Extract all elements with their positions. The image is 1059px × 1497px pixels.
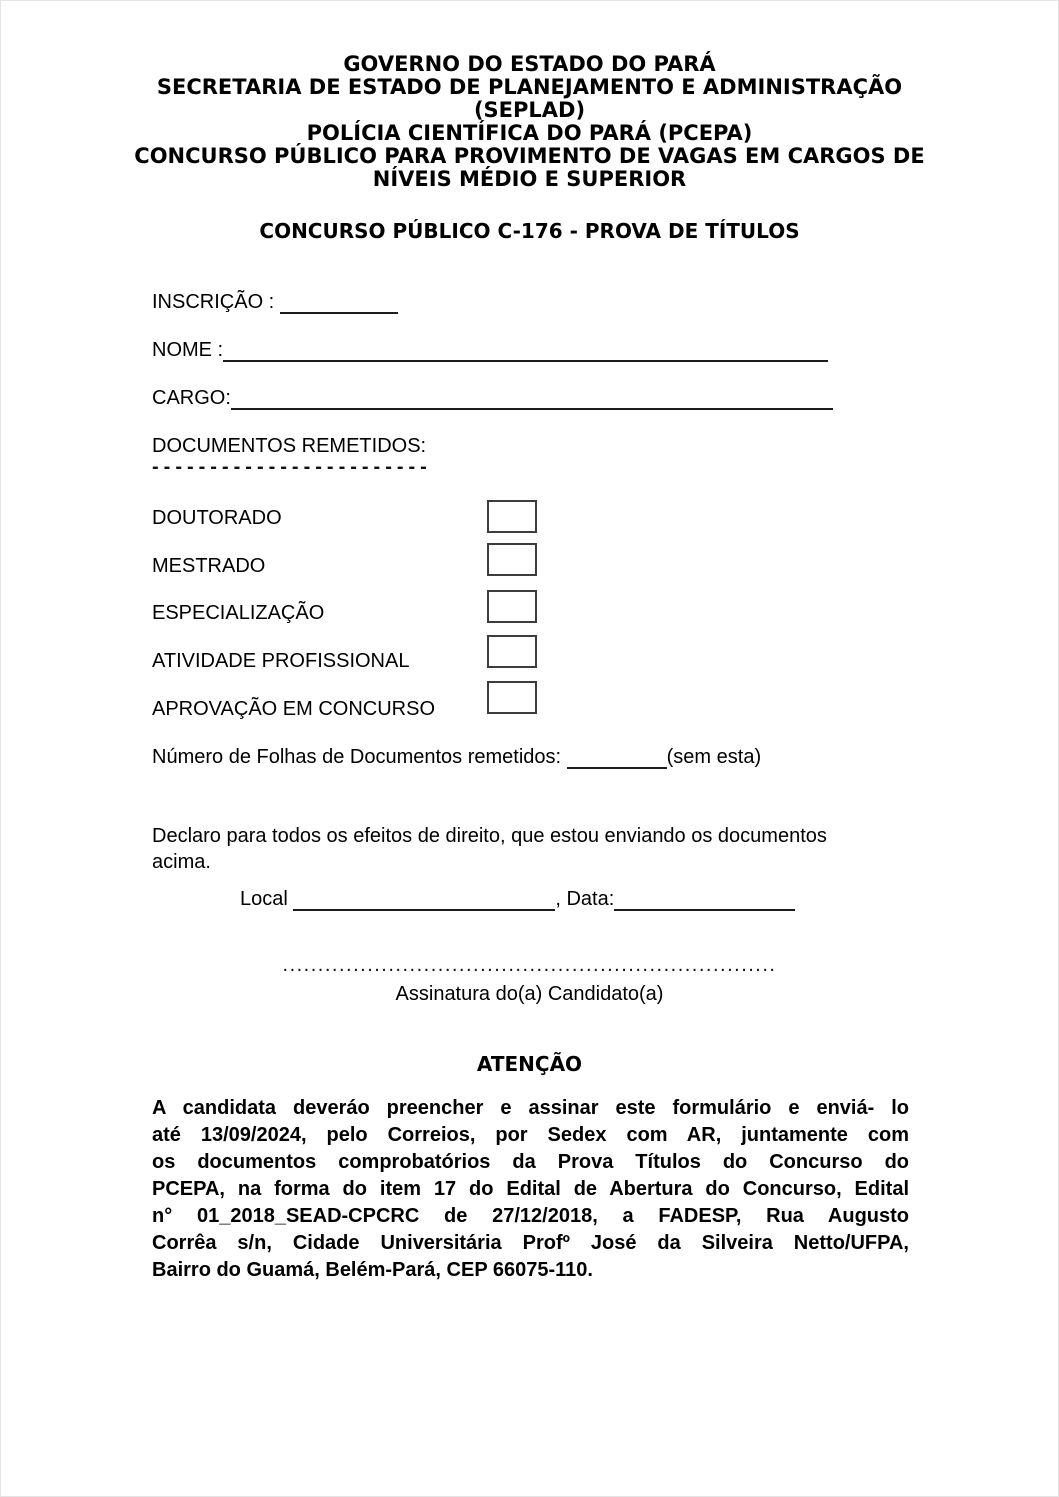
atividade-profissional-label: ATIVIDADE PROFISSIONAL <box>152 650 410 672</box>
cargo-blank-field[interactable] <box>231 386 833 410</box>
page-title: CONCURSO PÚBLICO C-176 - PROVA DE TÍTULOS <box>259 219 800 243</box>
attention-line-4: PCEPA, na forma do item 17 do Edital de Abertura do Concurso, Edital <box>152 1178 909 1200</box>
documentos-dashed-rule: ------------------------ <box>152 456 432 478</box>
doutorado-checkbox[interactable] <box>487 500 537 533</box>
attention-line-1: A candidata deveráo preencher e assinar este formulário e enviá- lo <box>152 1097 909 1119</box>
aprovacao-em-concurso-checkbox[interactable] <box>487 681 537 714</box>
header-line-seplad: (SEPLAD) <box>473 98 586 122</box>
documentos-remetidos-label: DOCUMENTOS REMETIDOS: <box>152 435 427 457</box>
local-blank-field[interactable] <box>293 887 555 911</box>
attention-line-5: n° 01_2018_SEAD-CPCRC de 27/12/2018, a FADESP, Rua Augusto <box>152 1205 909 1227</box>
folhas-row <box>152 745 761 769</box>
inscricao-row <box>152 290 398 314</box>
attention-line-3: os documentos comprobatórios da Prova Títulos do Concurso do <box>152 1151 909 1173</box>
especializacao-checkbox[interactable] <box>487 590 537 623</box>
signature-caption: Assinatura do(a) Candidato(a) <box>395 983 664 1005</box>
declaration-text <box>152 823 912 875</box>
signature-dotted-line: ...................................................................... <box>282 954 777 976</box>
local-label: Local <box>240 888 294 910</box>
cargo-row <box>152 386 833 410</box>
header-line-governo: GOVERNO DO ESTADO DO PARÁ <box>343 52 716 76</box>
cargo-label: CARGO: <box>152 387 231 409</box>
mestrado-label: MESTRADO <box>152 555 266 577</box>
attention-line-7: Bairro do Guamá, Belém-Pará, CEP 66075-110. <box>152 1259 593 1281</box>
declaration-line-2: acima. <box>152 851 211 873</box>
attention-paragraph <box>152 1095 909 1284</box>
inscricao-label: INSCRIÇÃO : <box>152 291 280 313</box>
attention-line-2: até 13/09/2024, pelo Correios, por Sedex com AR, juntamente com <box>152 1124 909 1146</box>
inscricao-blank-field[interactable] <box>280 290 398 314</box>
folhas-blank-field[interactable] <box>567 745 667 769</box>
header-line-policia: POLÍCIA CIENTÍFICA DO PARÁ (PCEPA) <box>306 121 753 145</box>
header-line-concurso: CONCURSO PÚBLICO PARA PROVIMENTO DE VAGAS EM CARGOS DE <box>134 144 925 168</box>
aprovacao-em-concurso-label: APROVAÇÃO EM CONCURSO <box>152 698 435 720</box>
doutorado-label: DOUTORADO <box>152 507 282 529</box>
data-label: , Data: <box>555 888 615 910</box>
especializacao-label: ESPECIALIZAÇÃO <box>152 602 325 624</box>
nome-label: NOME : <box>152 339 224 361</box>
document-header <box>0 53 1059 191</box>
nome-row <box>152 338 828 362</box>
header-line-niveis: NÍVEIS MÉDIO E SUPERIOR <box>372 167 687 191</box>
attention-line-6: Corrêa s/n, Cidade Universitária Profº José da Silveira Netto/UFPA, <box>152 1232 909 1254</box>
mestrado-checkbox[interactable] <box>487 543 537 576</box>
data-blank-field[interactable] <box>614 887 795 911</box>
attention-heading: ATENÇÃO <box>476 1052 583 1076</box>
header-line-secretaria: SECRETARIA DE ESTADO DE PLANEJAMENTO E ADMINISTRAÇÃO <box>156 75 903 99</box>
folhas-label: Número de Folhas de Documentos remetidos: <box>152 746 567 768</box>
folhas-suffix: (sem esta) <box>666 746 762 768</box>
atividade-profissional-checkbox[interactable] <box>487 635 537 668</box>
declaration-line-1: Declaro para todos os efeitos de direito, que estou enviando os documentos <box>152 825 827 847</box>
nome-blank-field[interactable] <box>223 338 828 362</box>
local-data-row <box>240 887 795 911</box>
